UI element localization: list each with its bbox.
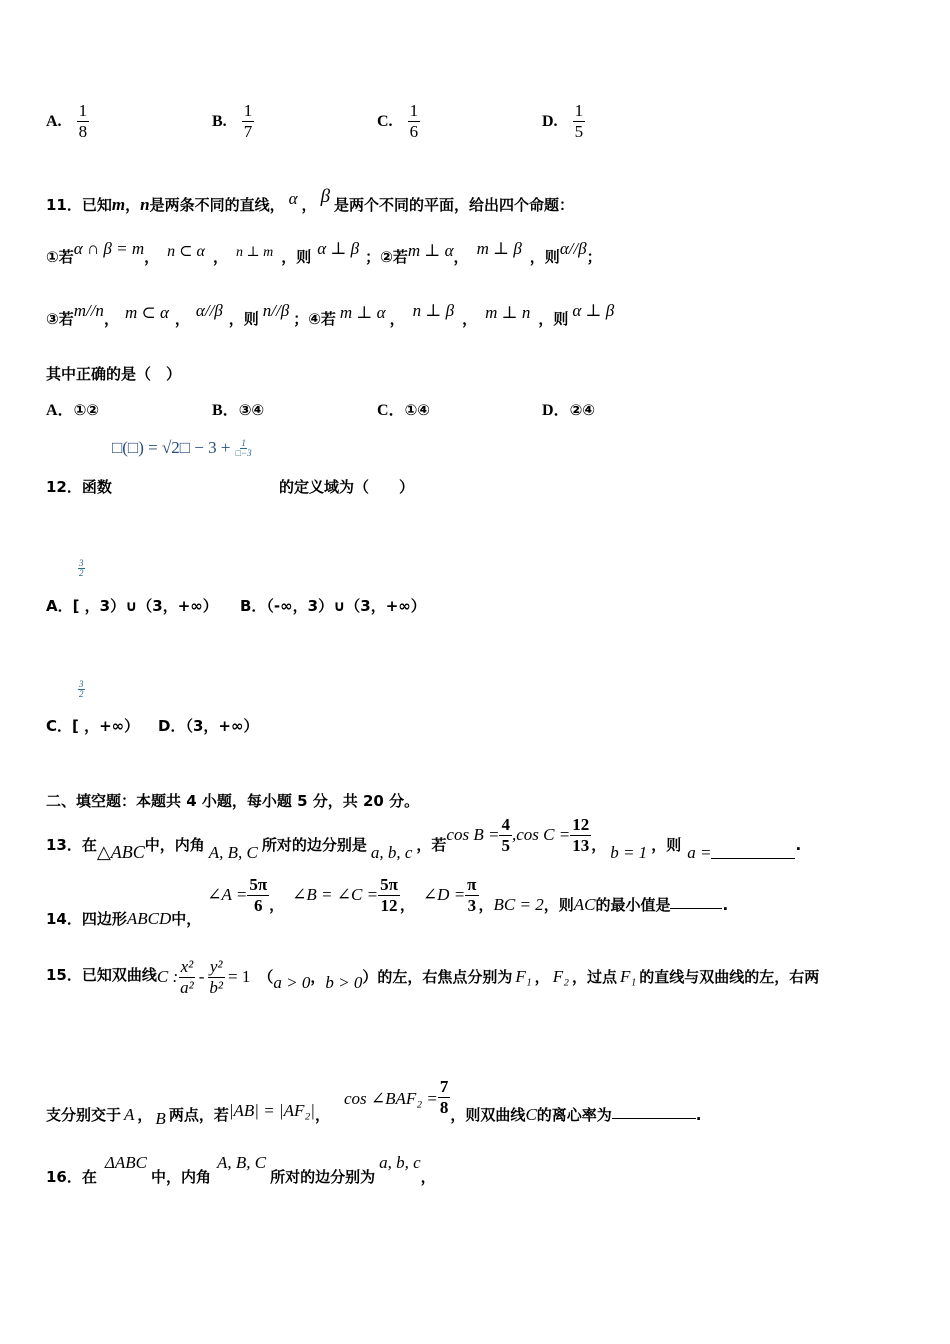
option-label: A. xyxy=(46,112,62,130)
answer-blank[interactable] xyxy=(670,908,722,909)
answer-blank[interactable] xyxy=(612,1118,696,1119)
q12-option-d[interactable]: D．（3，+∞） xyxy=(158,717,259,735)
option-fraction: $\frac{1}{5}$ xyxy=(574,101,584,141)
q12-option-c[interactable]: C．[ ，+∞） xyxy=(46,717,140,735)
q14: 14．四边形ABCD中，∠A = $\frac{5\pi}{6}$ ，∠B = ∠C = $\frac{5\pi}{12}$ ，∠D = $\frac{\pi}{3}$ ，BC = 2，则AC的最小值是 . xyxy=(46,875,729,928)
q11-option-d[interactable]: D．②④ xyxy=(542,401,595,419)
q12-stem-prefix: 12．函数 xyxy=(46,478,112,496)
q11-stem: 11．已知m，n是两条不同的直线， α ， β 是两个不同的平面，给出四个命题： xyxy=(46,186,575,214)
q10-option-c[interactable] xyxy=(377,102,420,141)
q15-line1: 15．已知双曲线C : $\frac{\text{x²}}{\text{a²}}$ - $\frac{\text{y²}}{\text{b²}}$ = 1 （a > 0，b > 0）的左，右焦点分别为 F₁ ， F₂ ，过点 F₁ 的直线与双曲线的左，右两 xyxy=(46,957,820,997)
q12-option-a-fraction: 3 2 xyxy=(79,558,84,578)
option-fraction: $\frac{1}{8}$ xyxy=(78,101,88,141)
q12-option-b[interactable]: B．（-∞，3）∪（3，+∞） xyxy=(240,597,426,615)
q10-option-b[interactable] xyxy=(212,102,254,141)
q11-question: 其中正确的是（ ） xyxy=(46,365,182,383)
q12-option-c-fraction: 3 2 xyxy=(79,679,84,699)
q15-line2: 支分别交于 A ， B 两点，若|AB| = |AF₂|，cos ∠BAF₂ = $\frac{7}{8}$ ，则双曲线C的离心率为 . xyxy=(46,1077,702,1128)
q12-stem-suffix: 的定义域为（ ） xyxy=(279,478,415,496)
section-title: 二、填空题：本题共 4 小题，每小题 5 分，共 20 分。 xyxy=(46,792,420,810)
q11-propositions-3-4: ③若m//n， m ⊂ α ， α//β ，则 n//β ；④若 m ⊥ α ， n ⊥ β ， m ⊥ n ，则 α ⊥ β xyxy=(46,301,615,328)
option-label: C. xyxy=(377,112,393,130)
q10-option-a[interactable] xyxy=(46,102,89,141)
q10-option-d[interactable] xyxy=(542,102,585,141)
q11-option-b[interactable]: B．③④ xyxy=(212,401,265,419)
q12-formula-image: □(□) = √2□ − 3 + $\frac{1}{□-3}$ xyxy=(112,438,252,458)
q11-option-c[interactable]: C．①④ xyxy=(377,401,430,419)
q11-option-a[interactable]: A．①② xyxy=(46,401,99,419)
option-fraction: $\frac{1}{7}$ xyxy=(243,101,253,141)
option-label: D. xyxy=(542,112,558,130)
q16: 16．在ΔABC中，内角A, B, C所对的边分别为a, b, c， xyxy=(46,1153,436,1186)
option-fraction: $\frac{1}{6}$ xyxy=(409,101,419,141)
q11-propositions-1-2: ①若α ∩ β = m， n ⊂ α ， n ⊥ m ，则 α ⊥ β ；②若m ⊥ α， m ⊥ β ，则α//β； xyxy=(46,239,602,266)
q13: 13．在△ABC中，内角 A, B, C 所对的边分别是 a, b, c ，若cos B = $\frac{4}{5}$ ,cos C = $\frac{12}{13}$ ， b = 1 ，则 a = . xyxy=(46,815,802,862)
q12-option-a[interactable]: A．[ ，3）∪（3，+∞） xyxy=(46,597,218,615)
answer-blank[interactable] xyxy=(711,858,795,859)
option-label: B. xyxy=(212,112,227,130)
